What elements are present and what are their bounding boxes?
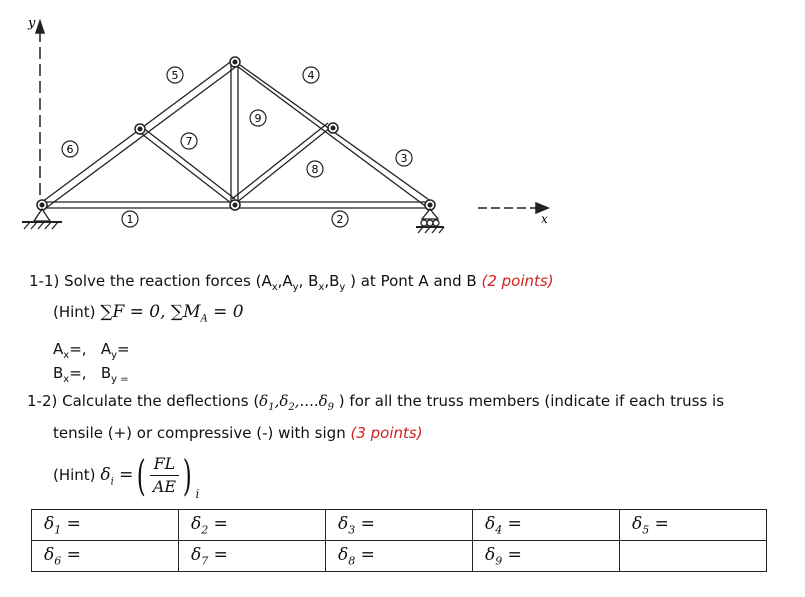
member-label-6 — [62, 141, 78, 157]
q2-hint-fraction: $\frac{FL}{AE}$ — [150, 453, 179, 498]
q1-text-b: ) at Pont A and B — [350, 272, 482, 290]
delta-2-cell[interactable]: $\delta_2$ = — [179, 510, 326, 541]
q2-hint: (Hint) $\delta_i$ =( $\frac{FL}{AE}$ ) $_i$ — [53, 450, 200, 501]
svg-text:5: 5 — [171, 69, 179, 82]
support-b — [416, 209, 444, 233]
table-row — [32, 541, 767, 572]
ay-label: A — [100, 340, 112, 358]
by-label: B — [100, 364, 112, 382]
q1-hint-label: (Hint) — [53, 303, 96, 321]
x-axis-label: x — [541, 212, 548, 226]
delta-3-cell[interactable]: $\delta_3$ = — [326, 510, 473, 541]
delta-4-cell[interactable]: $\delta_4$ = — [473, 510, 620, 541]
svg-text:7: 7 — [185, 135, 193, 148]
reaction-a-line: $A_x=$, $A_y=$ — [53, 340, 130, 361]
q2-text-a: 1-2) Calculate the deflections ( — [27, 392, 260, 410]
member-label-1 — [122, 211, 138, 227]
q1-hint — [53, 302, 244, 324]
member-label-4 — [303, 67, 319, 83]
q1-hint-equation: ∑F = 0, $\sum M_A = 0$ — [100, 302, 244, 325]
member-label-2 — [332, 211, 348, 227]
q2-text-c: tensile (+) or compressive (-) with sign — [53, 424, 351, 442]
support-a — [22, 209, 62, 229]
q2-delta-list: $\delta_1,\delta_2,....\delta_9$ — [259, 392, 335, 413]
reaction-b-line: $B_x=$, $B_{y =}$ — [53, 364, 129, 385]
question-1-2 — [27, 392, 724, 413]
bx-label: B — [53, 364, 64, 382]
svg-text:6: 6 — [66, 143, 74, 156]
svg-text:9: 9 — [254, 112, 262, 125]
truss-joints — [37, 57, 435, 210]
member-label-3 — [396, 150, 412, 166]
delta-5-cell[interactable]: $\delta_5$ = — [620, 510, 767, 541]
q2-hint-label: (Hint) — [53, 466, 96, 484]
table-row — [32, 510, 767, 541]
svg-text:8: 8 — [311, 163, 319, 176]
q1-text-a: 1-1) Solve the reaction forces (A — [29, 272, 272, 290]
member-label-9 — [250, 110, 266, 126]
y-axis-label: y — [28, 16, 36, 31]
q1-points: (2 points) — [481, 272, 554, 290]
ax-label: A — [53, 340, 64, 358]
delta-8-cell[interactable]: $\delta_8$ = — [326, 541, 473, 572]
member-label-7 — [181, 133, 197, 149]
truss-members — [42, 60, 432, 208]
delta-9-cell[interactable]: $\delta_9$ = — [473, 541, 620, 572]
delta-1-cell[interactable]: $\delta_1$ = — [32, 510, 179, 541]
empty-cell[interactable] — [620, 541, 767, 572]
svg-text:3: 3 — [400, 152, 408, 165]
deflection-table — [31, 509, 767, 572]
question-1-1: 1-1) Solve the reaction forces ($A_x,A_y$, $B_x,B_y$ ) at Pont A and B (2 points) — [29, 272, 554, 293]
member-label-5 — [167, 67, 183, 83]
truss-diagram — [0, 0, 805, 250]
y-axis — [36, 21, 44, 195]
svg-text:2: 2 — [336, 213, 344, 226]
member-label-8 — [307, 161, 323, 177]
svg-text:1: 1 — [126, 213, 134, 226]
question-1-2-line2 — [53, 424, 423, 442]
delta-7-cell[interactable]: $\delta_7$ = — [179, 541, 326, 572]
q2-points: (3 points) — [350, 424, 423, 442]
svg-text:4: 4 — [307, 69, 315, 82]
delta-6-cell[interactable]: $\delta_6$ = — [32, 541, 179, 572]
x-axis — [478, 203, 548, 213]
q2-text-b: ) for all the truss members (indicate if each truss is — [338, 392, 725, 410]
